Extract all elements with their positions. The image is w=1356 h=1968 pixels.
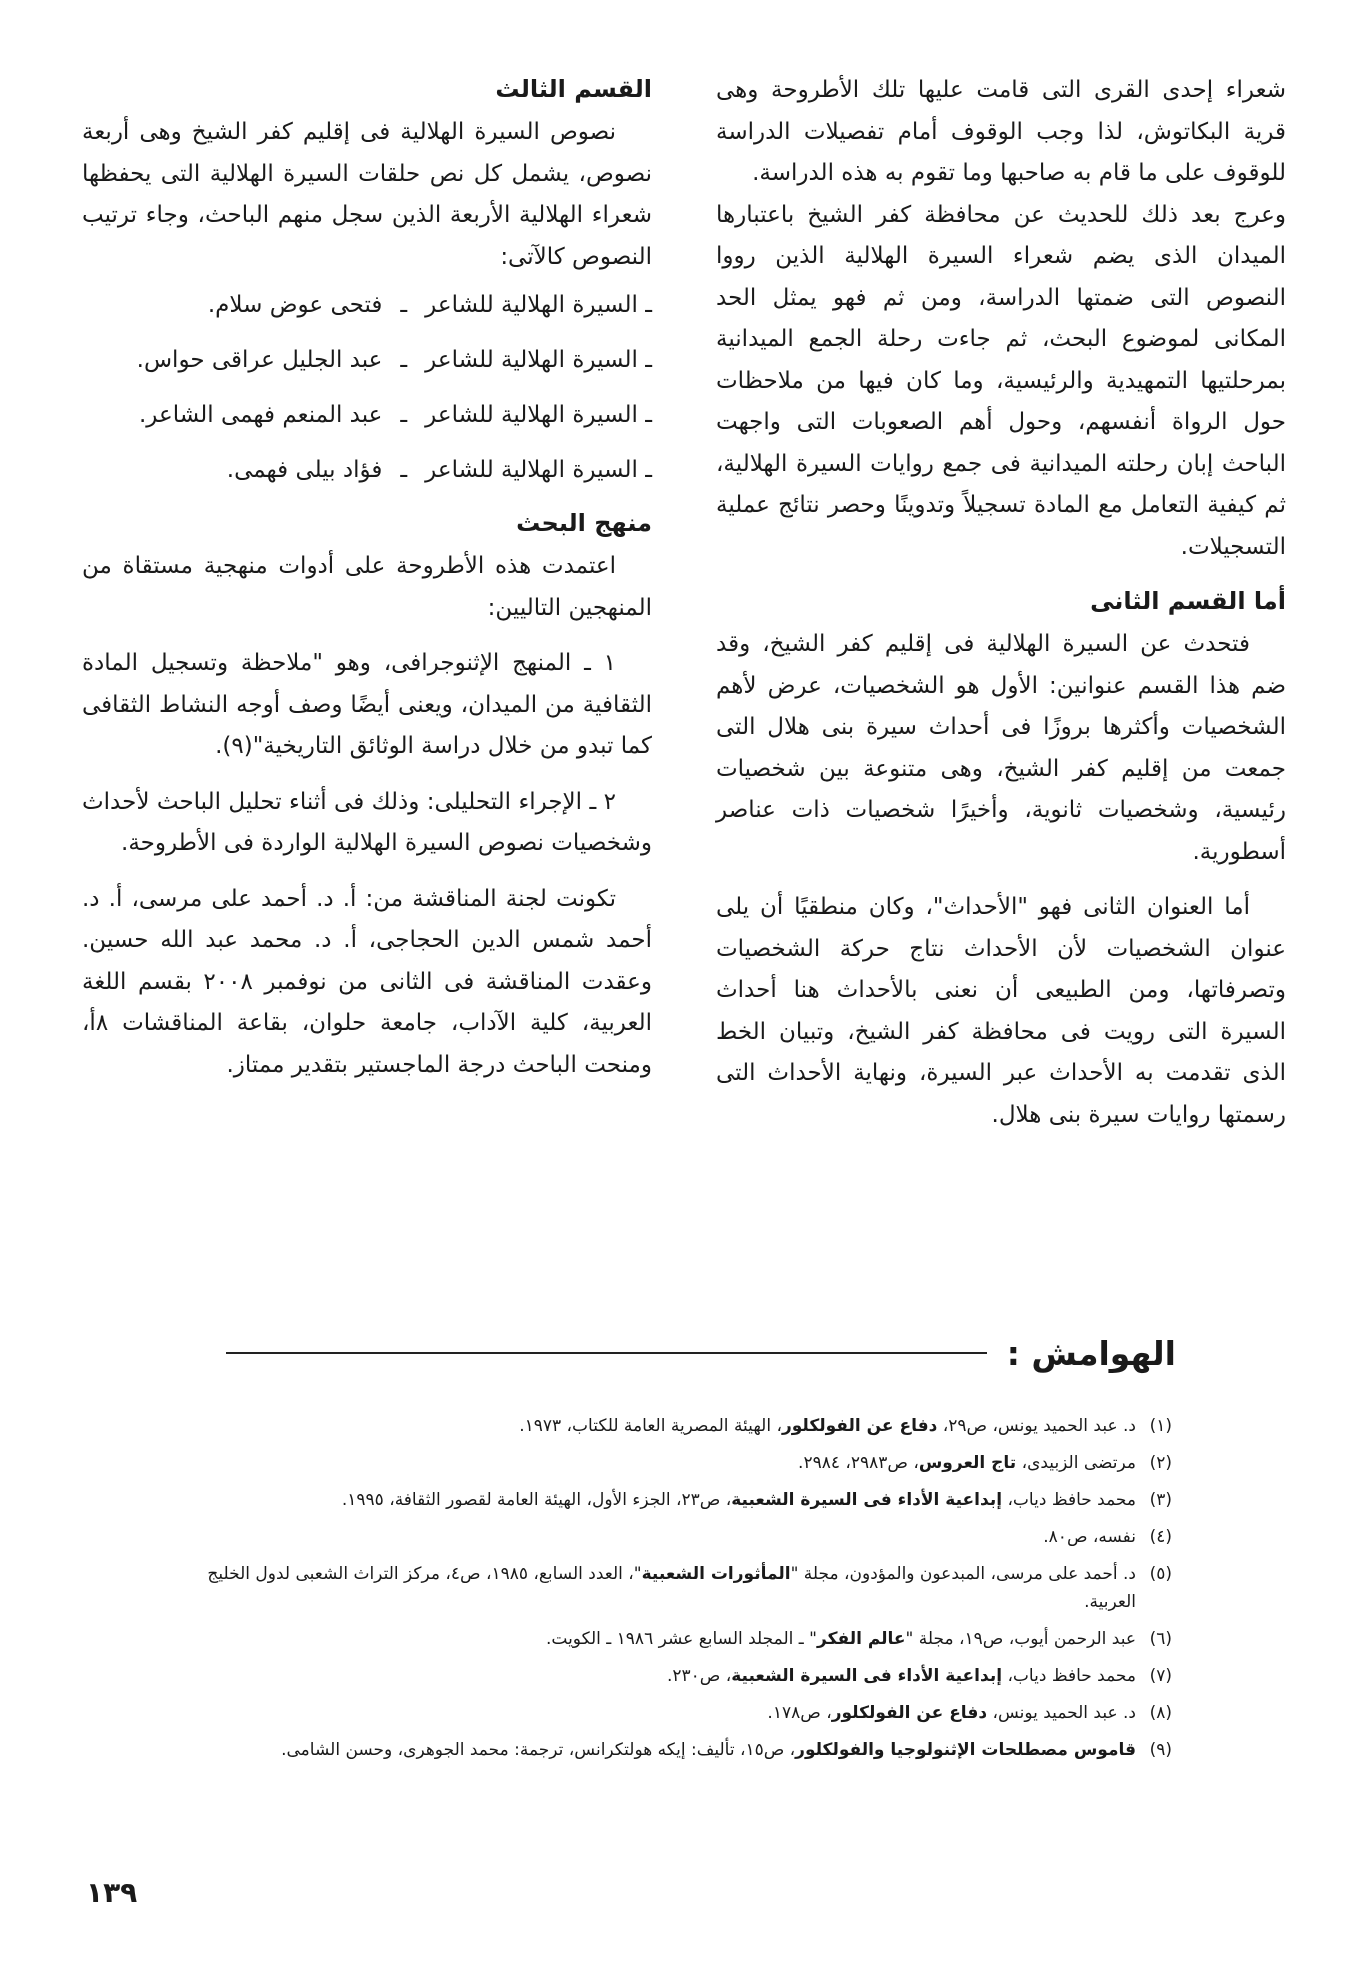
footnote-item: (٤) نفسه، ص٨٠. (1043, 1527, 1172, 1547)
section-two-paragraph-2: أما العنوان الثانى فهو "الأحداث"، وكان منطقيًا أن يلى عنوان الشخصيات لأن الأحداث نتاج حركة الشخصيات وتصرفاتها، ومن الطبيعى أن نعنى بالأحداث هنا أحداث السيرة التى رويت فى محافظة كفر الشيخ، وتبيان الخط الذى تقدمت به الأحداث عبر السيرة، ونهاية الأحداث التى رسمتها روايات سيرة بنى هلال. (716, 894, 1286, 1128)
intro-paragraph-1: شعراء إحدى القرى التى قامت عليها تلك الأطروحة وهى قرية البكاتوش، لذا وجب الوقوف أمام تفصيلات الدراسة للوقوف على ما قام به صاحبها وما تقوم به هذه الدراسة. (716, 77, 1286, 186)
committee-paragraph: تكونت لجنة المناقشة من: أ. د. أحمد على مرسى، أ. د. أحمد شمس الدين الحجاجى، أ. د. محمد عبد الله حسين. وعقدت المناقشة فى الثانى من نوفمبر ٢٠٠٨ بقسم اللغة العربية، كلية الآداب، جامعة حلوان، بقاعة المناقشات ٨أ، ومنحت الباحث درجة الماجستير بتقدير ممتاز. (82, 885, 652, 1078)
section-two-paragraph-1: فتحدث عن السيرة الهلالية فى إقليم كفر الشيخ، وقد ضم هذا القسم عنوانين: الأول هو الشخصيات، عرض لأهم الشخصيات وأكثرها بروزًا فى أحداث سيرة بنى هلال التى جمعت من إقليم كفر الشيخ، وهى متنوعة بين شخصيات رئيسية، وشخصيات ثانوية، وأخيرًا شخصيات ذات عناصر أسطورية. (716, 631, 1286, 865)
footnote-item: (٦) عبد الرحمن أيوب، ص١٩، مجلة "عالم الفكر" ـ المجلد السابع عشر ١٩٨٦ ـ الكويت. (545, 1629, 1172, 1649)
method-intro: اعتمدت هذه الأطروحة على أدوات منهجية مستقاة من المنهجين التاليين: (82, 553, 652, 621)
method-item-2: ٢ ـ الإجراء التحليلى: وذلك فى أثناء تحليل الباحث لأحداث وشخصيات نصوص السيرة الهلالية الواردة فى الأطروحة. (82, 788, 652, 856)
list-item: ـ السيرة الهلالية للشاعرـفتحى عوض سلام. (207, 292, 652, 318)
footnote-item: (٢) مرتضى الزبيدى، تاج العروس، ص٢٩٨٣، ٢٩٨٤. (798, 1453, 1172, 1473)
page-number: ١٣٩ (86, 1876, 138, 1909)
list-item: ـ السيرة الهلالية للشاعرـعبد المنعم فهمى الشاعر. (138, 402, 652, 428)
right-column (716, 70, 1286, 1150)
footnotes-rule (226, 1352, 987, 1354)
section-two-heading: أما القسم الثانى (1090, 587, 1286, 615)
method-item-1: ١ ـ المنهج الإثنوجرافى، وهو "ملاحظة وتسجيل المادة الثقافية من الميدان، ويعنى أيضًا وصف أوجه النشاط الثقافى كما تبدو من خلال دراسة الوثائق التاريخية"(٩). (82, 650, 652, 759)
footnote-item: (٧) محمد حافظ دياب، إبداعية الأداء فى السيرة الشعبية، ص٢٣٠. (666, 1666, 1172, 1686)
section-three-heading: القسم الثالث (495, 75, 652, 103)
footnotes-header (226, 1328, 1176, 1378)
footnote-item: (٣) محمد حافظ دياب، إبداعية الأداء فى السيرة الشعبية، ص٢٣، الجزء الأول، الهيئة العامة لقصور الثقافة، ١٩٩٥. (341, 1490, 1172, 1510)
footnote-item: (٥) د. أحمد على مرسى، المبدعون والمؤدون، مجلة "المأثورات الشعبية"، العدد السابع، ١٩٨٥، ص٤، مركز التراث الشعبى لدول الخليج العربية. (207, 1564, 1172, 1612)
section-three-paragraph: نصوص السيرة الهلالية فى إقليم كفر الشيخ وهى أربعة نصوص، يشمل كل نص حلقات السيرة الهلالية التى يحفظها شعراء الهلالية الأربعة الذين سجل منهم الباحث، وجاء ترتيب النصوص كالآتى: (82, 119, 652, 270)
footnote-item: (٨) د. عبد الحميد يونس، دفاع عن الفولكلور، ص١٧٨. (767, 1703, 1172, 1723)
intro-paragraph-2: وعرج بعد ذلك للحديث عن محافظة كفر الشيخ باعتبارها الميدان الذى يضم شعراء السيرة الهلالية الذين رووا النصوص التى ضمتها الدراسة، ومن ثم فهو يمثل الحد المكانى لموضوع البحث، ثم جاءت رحلة الجمع الميدانية بمرحلتيها التمهيدية والرئيسية، وما كان فيها من ملاحظات حول الرواة أنفسهم، وحول أهم الصعوبات التى واجهت الباحث إبان رحلته الميدانية فى جمع روايات السيرة الهلالية، ثم كيفية التعامل مع المادة تسجيلاً وتدوينًا وحصر نتائج عملية التسجيلات. (716, 201, 1286, 560)
left-column (82, 70, 652, 1100)
list-item: ـ السيرة الهلالية للشاعرـفؤاد بيلى فهمى. (226, 457, 652, 483)
footnotes-list (188, 1412, 1172, 1773)
footnotes-heading: الهوامش : (1006, 1333, 1176, 1373)
texts-list (82, 278, 652, 498)
list-item: ـ السيرة الهلالية للشاعرـعبد الجليل عراقى حواس. (136, 347, 652, 373)
footnote-item: (٩) قاموس مصطلحات الإثنولوجيا والفولكلور، ص١٥، تأليف: إيكه هولتكرانس، ترجمة: محمد الجوهرى، وحسن الشامى. (281, 1740, 1172, 1760)
footnote-item: (١) د. عبد الحميد يونس، ص٢٩، دفاع عن الفولكلور، الهيئة المصرية العامة للكتاب، ١٩٧٣. (519, 1416, 1172, 1436)
method-heading: منهج البحث (516, 509, 652, 537)
